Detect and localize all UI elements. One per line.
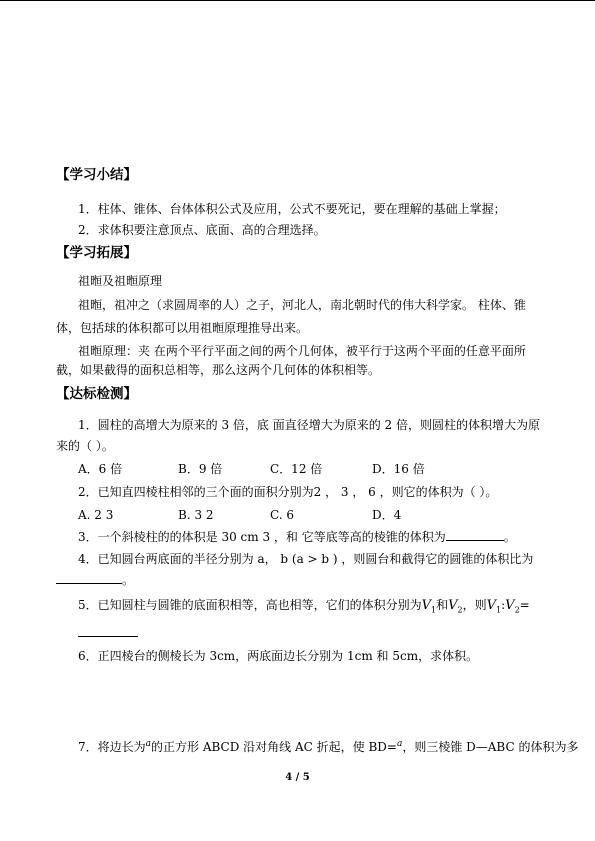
question-7-text-b: 的正方形 ABCD 沿对角线 AC 折起，使 BD= — [151, 740, 397, 754]
answer-blank — [56, 572, 122, 584]
expand-paragraph-2-line-1: 祖暅原理：夹 在两个平行平面之间的两个几何体，被平行于这两个平面的任意平面所 — [78, 344, 526, 358]
section-heading-test: 【达标检测】 — [56, 386, 137, 402]
question-5 — [78, 597, 530, 619]
option-d: D．16 倍 — [372, 462, 425, 476]
question-4-end: 。 — [122, 573, 135, 587]
question-5-text: 5．已知圆柱与圆锥的底面积相等，高也相等，它们的体积分别为 — [78, 598, 422, 612]
volume-v1: $V_1$ — [421, 598, 437, 615]
question-3-end: 。 — [503, 530, 516, 544]
expand-paragraph-1-line-2: 体，包括球的体积都可以用祖暅原理推导出来。 — [56, 321, 309, 335]
answer-blank — [446, 529, 504, 541]
question-2-options — [78, 507, 401, 523]
option-b: B．9 倍 — [178, 462, 223, 476]
page-top-rule — [0, 0, 595, 1]
question-7-text-a: 7．将边长为 — [78, 740, 146, 754]
summary-item-2: 2．求体积要注意顶点、底面、高的合理选择。 — [78, 223, 326, 237]
question-5-and: 和 — [436, 598, 449, 612]
expand-paragraph-2-line-2: 截，如果截得的面积总相等，那么这两个几何体的体积相等。 — [56, 363, 381, 377]
equals-sign: = — [519, 598, 530, 612]
side-length-var: a — [145, 739, 152, 749]
question-3-text: 3．一个斜棱柱的的体积是 30 cm 3 ，和 它等底等高的棱锥的体积为 — [78, 530, 446, 544]
question-6: 6．正四棱台的侧棱长为 3cm，两底面边长分别为 1cm 和 5cm，求体积。 — [78, 649, 479, 663]
question-3 — [78, 529, 516, 545]
section-heading-summary: 【学习小结】 — [56, 167, 137, 183]
ratio-colon: : — [501, 598, 506, 612]
option-c: C．12 倍 — [270, 462, 323, 476]
expand-paragraph-1-line-1: 祖暅，祖冲之（求圆周率的人）之子，河北人，南北朝时代的伟大科学家。 柱体、锥 — [78, 298, 526, 312]
option-a: A. 2 3 — [78, 508, 114, 522]
page-number: 4 / 5 — [285, 772, 310, 783]
question-4-line-2 — [56, 572, 134, 588]
ratio-v1: $V_1$ — [486, 598, 502, 615]
ratio-v2: $V_2$ — [505, 598, 520, 615]
option-a: A．6 倍 — [78, 462, 123, 476]
question-5-then: ，则 — [462, 598, 487, 612]
option-b: B. 3 2 — [178, 508, 214, 522]
volume-v2: $V_2$ — [448, 598, 463, 615]
expand-title: 祖暅及祖暅原理 — [78, 274, 163, 288]
bd-length-var: a — [396, 739, 403, 749]
question-1-options — [78, 461, 425, 477]
answer-blank-line — [78, 636, 138, 637]
summary-item-1: 1．柱体、锥体、台体体积公式及应用，公式不要死记，要在理解的基础上掌握； — [78, 202, 506, 216]
question-2: 2．已知直四棱柱相邻的三个面的面积分别为2 ， 3 ， 6 ，则它的体积为（ ）。 — [78, 485, 498, 499]
option-c: C. 6 — [270, 508, 295, 522]
question-7 — [78, 736, 578, 755]
question-1-line-2: 来的（ ）。 — [56, 439, 114, 453]
section-heading-expand: 【学习拓展】 — [56, 245, 137, 261]
question-4-line-1: 4．已知圆台两底面的半径分别为 a， b (a > b ) ，则圆台和截得它的圆锥的体积比为 — [78, 552, 534, 566]
question-1-line-1: 1．圆柱的高增大为原来的 3 倍，底 面直径增大为原来的 2 倍，则圆柱的体积增大为原 — [78, 418, 540, 432]
option-d: D．4 — [372, 508, 402, 522]
question-7-text-c: ，则三棱锥 D—ABC 的体积为多 — [402, 740, 579, 754]
